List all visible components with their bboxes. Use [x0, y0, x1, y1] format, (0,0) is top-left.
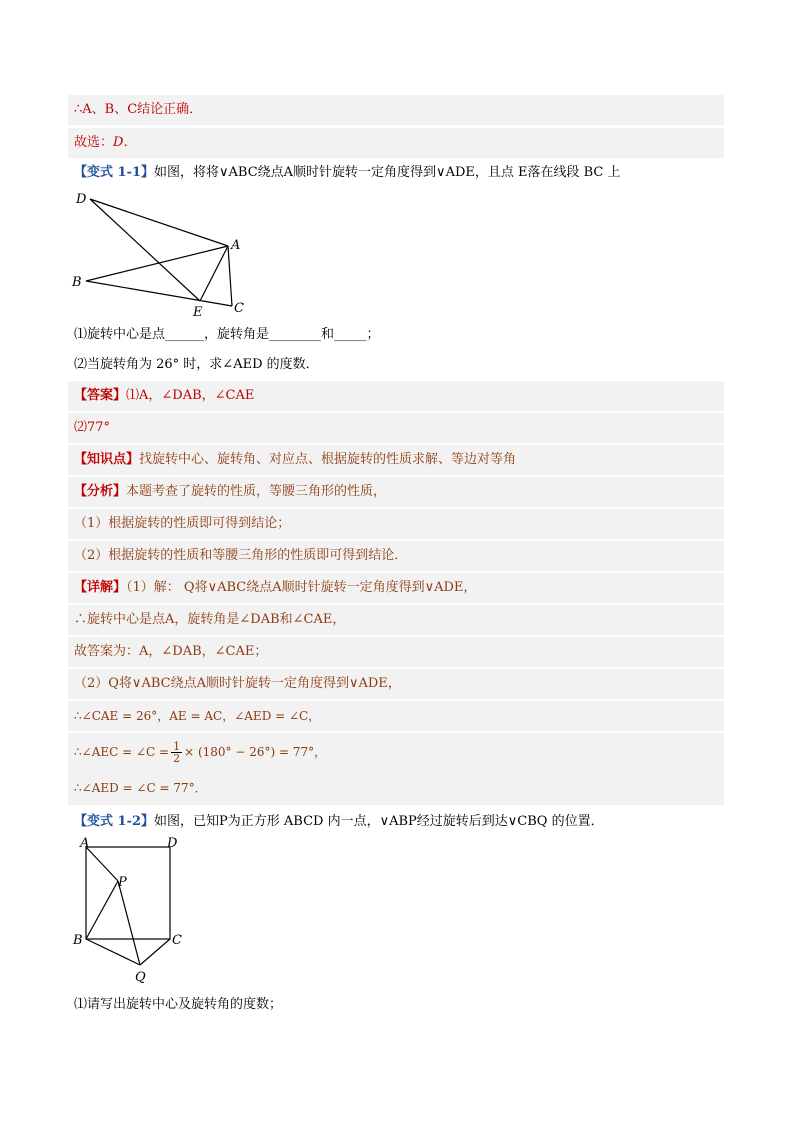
detail-line-6-rhs: × (180° − 26°) = 77°， [184, 745, 327, 759]
label-Q: Q [135, 970, 146, 985]
conclusion-text: ∴A、B、C结论正确． [74, 102, 203, 117]
knowledge-point-tag: 【知识点】 [74, 452, 140, 467]
detail-line-6-lhs: ∴∠AEC = ∠C = [74, 745, 170, 759]
detail-line-4-text: （2）Q将∨ABC绕点A顺时针旋转一定角度得到∨ADE， [74, 676, 401, 691]
variant-1-2-text: 如图，已知P为正方形 ABCD 内一点，∨ABP经过旋转后到达∨CBQ 的位置． [154, 814, 604, 829]
variant-1-2-heading [68, 807, 724, 837]
detail-tag: 【详解】 [74, 580, 127, 595]
knowledge-point-line [68, 445, 724, 475]
label-B: B [73, 933, 83, 948]
segment-BC [86, 281, 232, 306]
variant-1-1-tag: 【变式 1-1】 [74, 165, 155, 180]
detail-line [68, 573, 724, 603]
variant-1-1-text: 如图，将将∨ABC绕点A顺时针旋转一定角度得到∨ADE，且点 E落在线段 BC 上 [154, 165, 621, 180]
analysis-step-1-text: （1）根据旋转的性质即可得到结论； [74, 516, 291, 531]
detail-line-2-text: ∴旋转中心是点A，旋转角是∠DAB和∠CAE， [74, 612, 346, 627]
fraction-denominator: 2 [173, 752, 181, 765]
detail-line-5-text: ∴∠CAE = 26°，AE = AC，∠AED = ∠C， [74, 709, 321, 723]
label-C: C [172, 933, 182, 948]
question-2 [68, 350, 724, 380]
detail-line-4 [68, 669, 724, 699]
detail-line-3 [68, 637, 724, 667]
analysis-step-1 [68, 509, 724, 539]
conclusion-line [68, 95, 724, 125]
label-B: B [72, 275, 82, 290]
segment-AC [228, 246, 232, 306]
segment-DA [90, 199, 228, 246]
detail-line-2 [68, 605, 724, 635]
label-A: A [80, 836, 90, 851]
label-E: E [193, 305, 203, 320]
answer-tag: 【答案】 [74, 388, 127, 403]
label-D: D [76, 192, 87, 207]
label-D: D [167, 836, 178, 851]
answer-part-1: ⑴A，∠DAB，∠CAE [126, 388, 255, 403]
question-3-text: ⑴请写出旋转中心及旋转角的度数； [74, 997, 283, 1012]
question-1-text: ⑴旋转中心是点______，旋转角是________和_____； [74, 327, 380, 342]
segment-CQ [140, 939, 170, 965]
fraction-one-half [171, 741, 182, 764]
analysis-step-2 [68, 541, 724, 571]
detail-line-7 [68, 771, 724, 805]
segment-EA [200, 246, 228, 301]
segment-AP [86, 847, 118, 881]
label-C: C [234, 301, 244, 316]
variant-1-2-tag: 【变式 1-2】 [74, 814, 155, 829]
segment-BP [86, 881, 118, 939]
segment-DE [90, 199, 200, 301]
answer-part-2: ⑵77° [74, 420, 111, 435]
question-3 [68, 990, 724, 1020]
segment-PQ [118, 881, 140, 965]
detail-line-3-text: 故答案为：A，∠DAB，∠CAE； [74, 644, 268, 659]
question-1 [68, 320, 724, 350]
fraction-numerator: 1 [173, 740, 181, 753]
analysis-line [68, 477, 724, 507]
answer-line-2 [68, 413, 724, 443]
label-A: A [231, 238, 241, 253]
knowledge-point-text: 找旋转中心、旋转角、对应点、根据旋转的性质求解、等边对等角 [139, 452, 517, 467]
label-P: P [118, 875, 127, 890]
choice-answer: D． [113, 135, 137, 150]
choice-line [68, 128, 724, 158]
analysis-tag: 【分析】 [74, 484, 127, 499]
segment-BQ [86, 939, 140, 965]
detail-line-7-text: ∴∠AED = ∠C = 77°． [74, 781, 207, 795]
choice-prefix: 故选： [74, 135, 114, 150]
figure-1-triangles [68, 188, 268, 320]
analysis-text: 本题考查了旋转的性质，等腰三角形的性质， [126, 484, 387, 499]
segment-BA [86, 246, 228, 281]
figure-2-square [68, 835, 198, 985]
detail-line-6 [68, 733, 724, 771]
detail-line-5 [68, 701, 724, 731]
variant-1-1-heading [68, 158, 724, 188]
analysis-step-2-text: （2）根据旋转的性质和等腰三角形的性质即可得到结论． [74, 548, 408, 563]
answer-line [68, 381, 724, 411]
detail-text: （1）解： Q将∨ABC绕点A顺时针旋转一定角度得到∨ADE， [126, 580, 477, 595]
question-2-text: ⑵当旋转角为 26° 时，求∠AED 的度数． [74, 357, 319, 372]
